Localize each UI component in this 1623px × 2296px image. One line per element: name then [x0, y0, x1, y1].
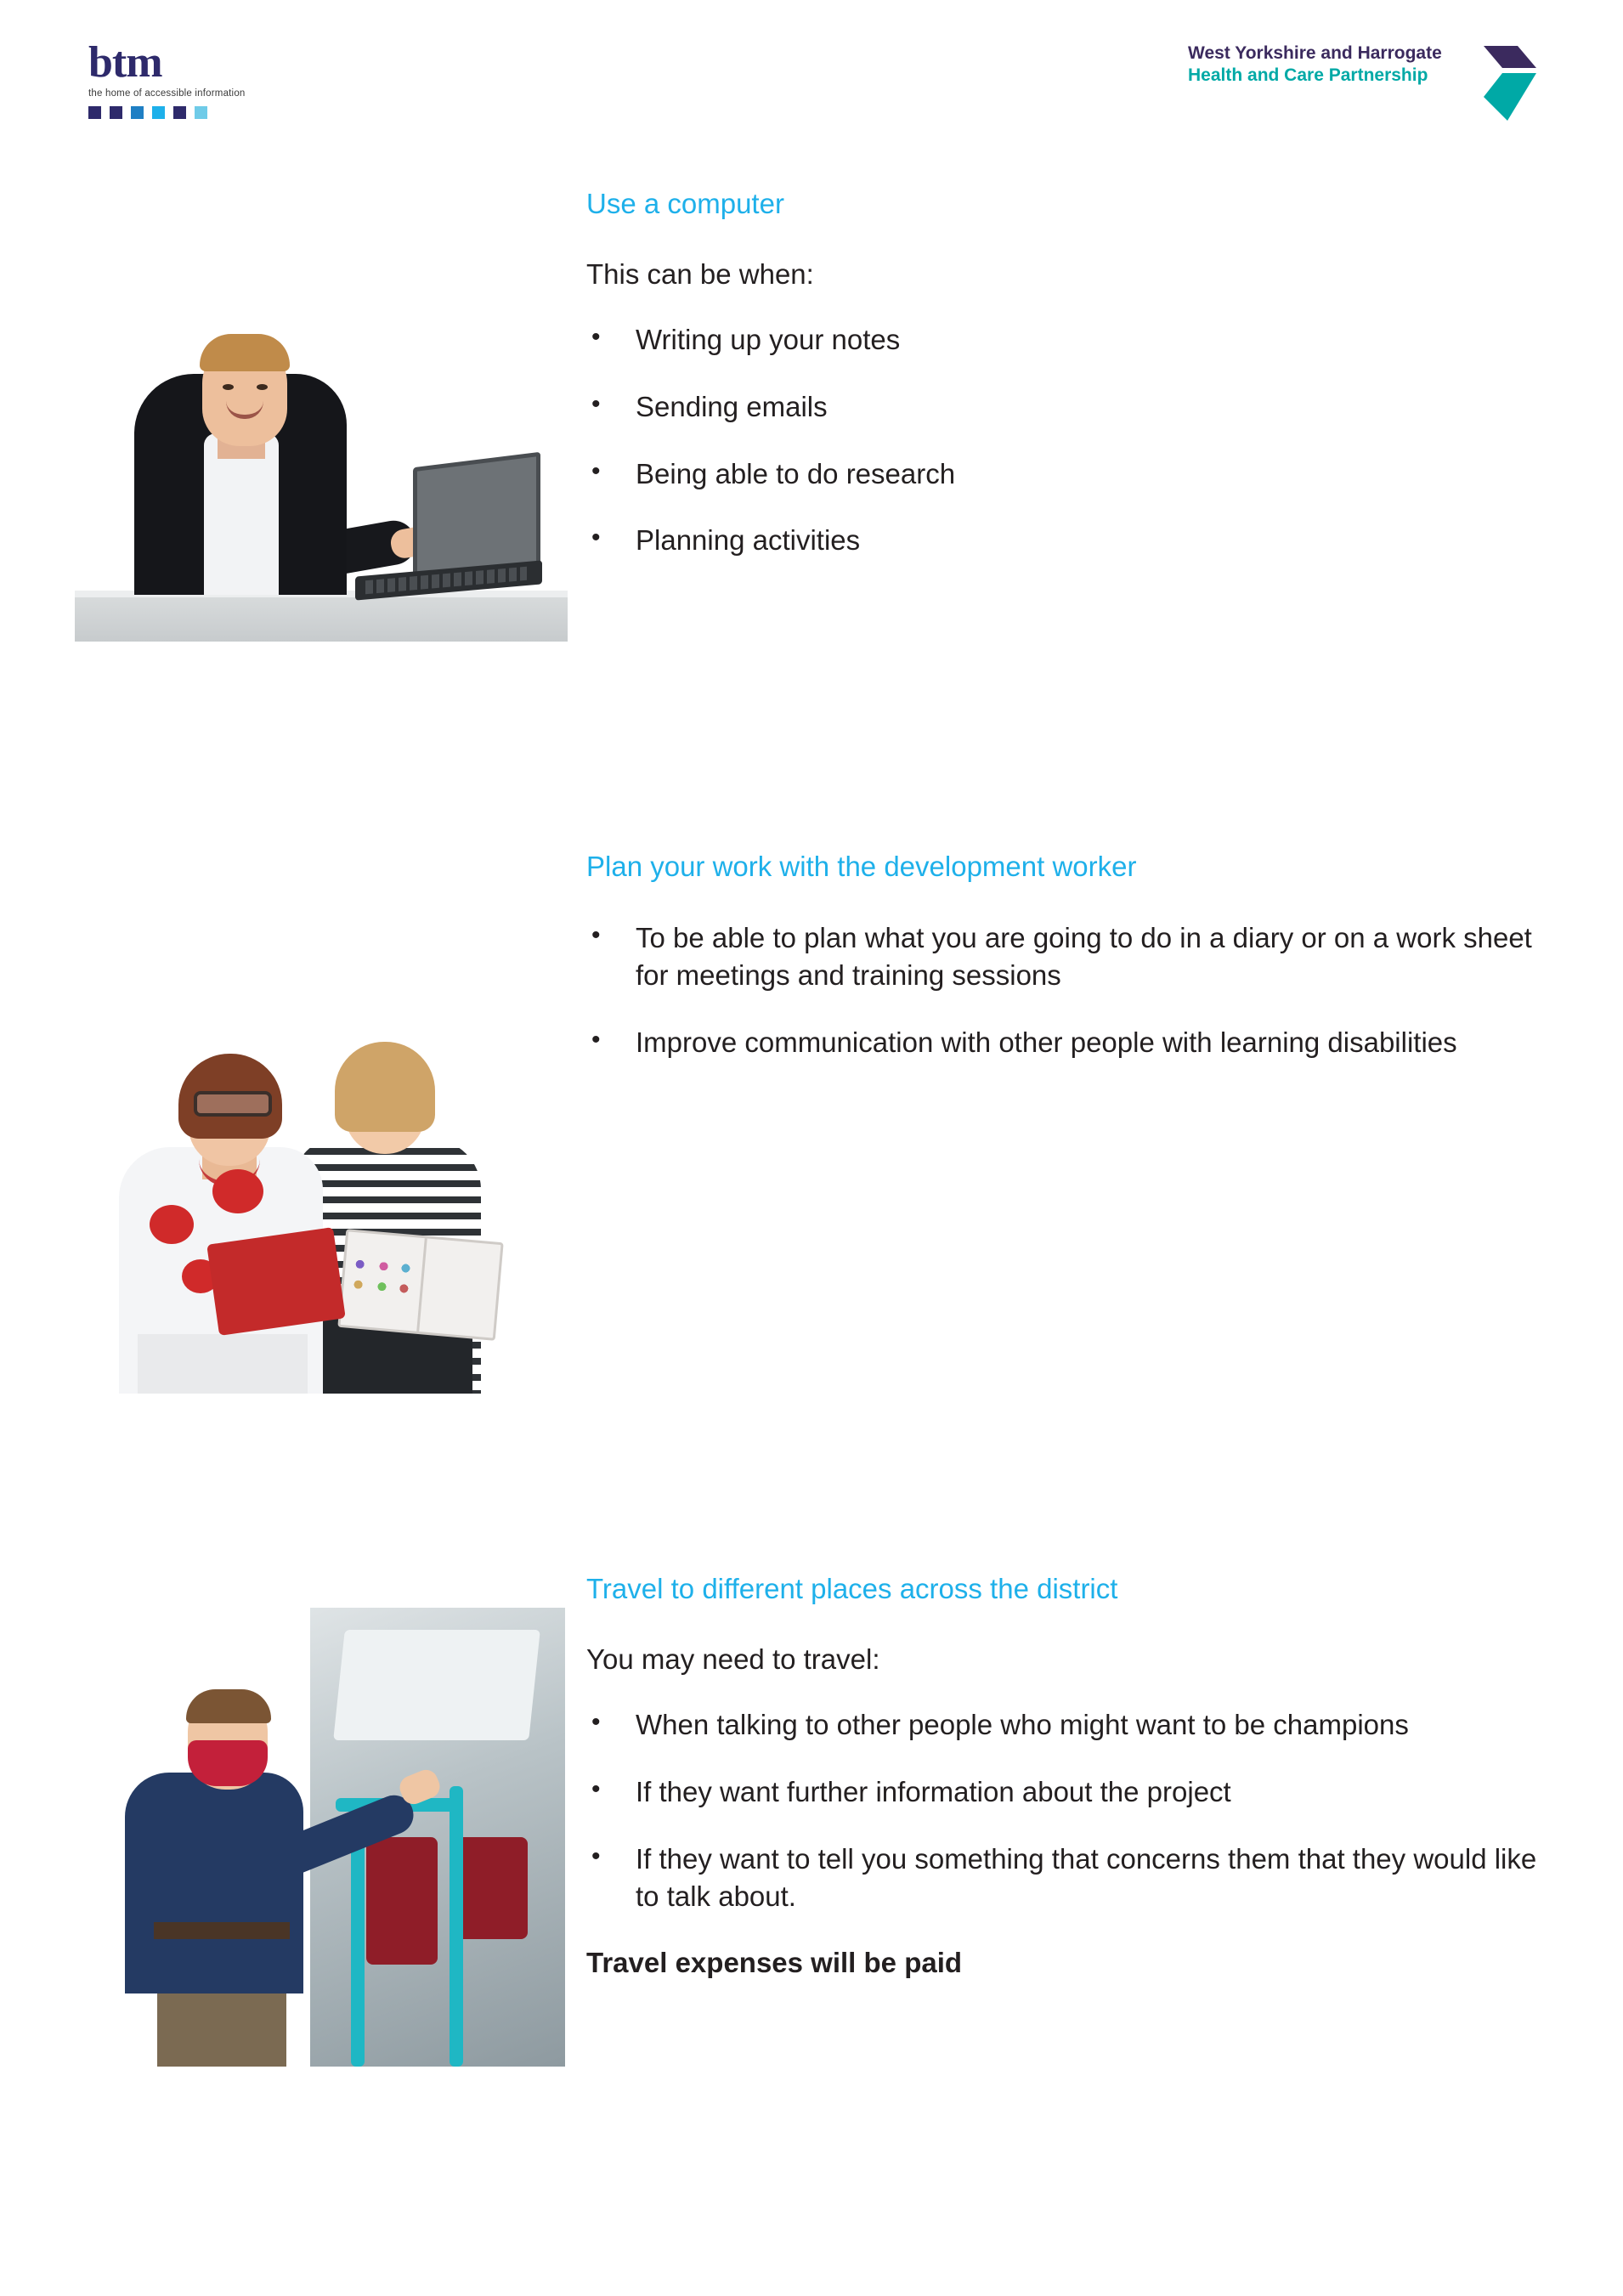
btm-square-4	[152, 106, 165, 119]
section-2-bullet-list	[586, 919, 1547, 1062]
partnership-logo-line1: West Yorkshire and Harrogate	[1188, 43, 1442, 63]
btm-tagline: the home of accessible information	[88, 88, 246, 99]
list-item: • When talking to other people who might want to be champions	[586, 1706, 1547, 1745]
section-2-content	[586, 850, 1547, 1090]
partnership-logo-line2: Health and Care Partnership	[1188, 65, 1428, 86]
chevron-right-icon	[1482, 44, 1538, 122]
photo-two-women-planning	[93, 918, 569, 1394]
section-3-content	[586, 1572, 1547, 1982]
page-header	[0, 0, 1623, 153]
list-item: • If they want further information about the project	[586, 1773, 1547, 1812]
section-2-heading: Plan your work with the development worker	[586, 851, 1137, 882]
list-item: • Sending emails	[586, 388, 1547, 427]
list-item: • Planning activities	[586, 522, 1547, 560]
list-item: • Being able to do research	[586, 455, 1547, 494]
partnership-logo-text	[1188, 42, 1477, 88]
photo-man-at-laptop	[75, 251, 568, 642]
photo-man-boarding-bus	[72, 1608, 565, 2067]
btm-square-3	[131, 106, 144, 119]
list-item: • Improve communication with other people with learning disabilities	[586, 1024, 1547, 1062]
section-1-heading: Use a computer	[586, 188, 784, 219]
btm-square-5	[173, 106, 186, 119]
section-1-lead: This can be when:	[586, 257, 814, 290]
btm-wordmark: btm	[88, 38, 162, 87]
section-1-content	[586, 187, 1547, 589]
section-3-bullet-list	[586, 1706, 1547, 1915]
section-1-bullet-list	[586, 321, 1547, 559]
partnership-logo	[1164, 42, 1538, 124]
travel-expenses-note: Travel expenses will be paid	[586, 1946, 963, 1978]
btm-square-2	[110, 106, 122, 119]
list-item: • To be able to plan what you are going to do in a diary or on a work sheet for meetings and training sessions	[586, 919, 1547, 995]
list-item: • Writing up your notes	[586, 321, 1547, 359]
section-3-heading: Travel to different places across the district	[586, 1573, 1118, 1604]
btm-square-6	[195, 106, 207, 119]
btm-square-row	[88, 106, 292, 119]
btm-square-1	[88, 106, 101, 119]
section-3-lead: You may need to travel:	[586, 1643, 880, 1675]
btm-logo	[88, 38, 292, 119]
list-item: • If they want to tell you something that concerns them that they would like to talk about.	[586, 1841, 1547, 1916]
